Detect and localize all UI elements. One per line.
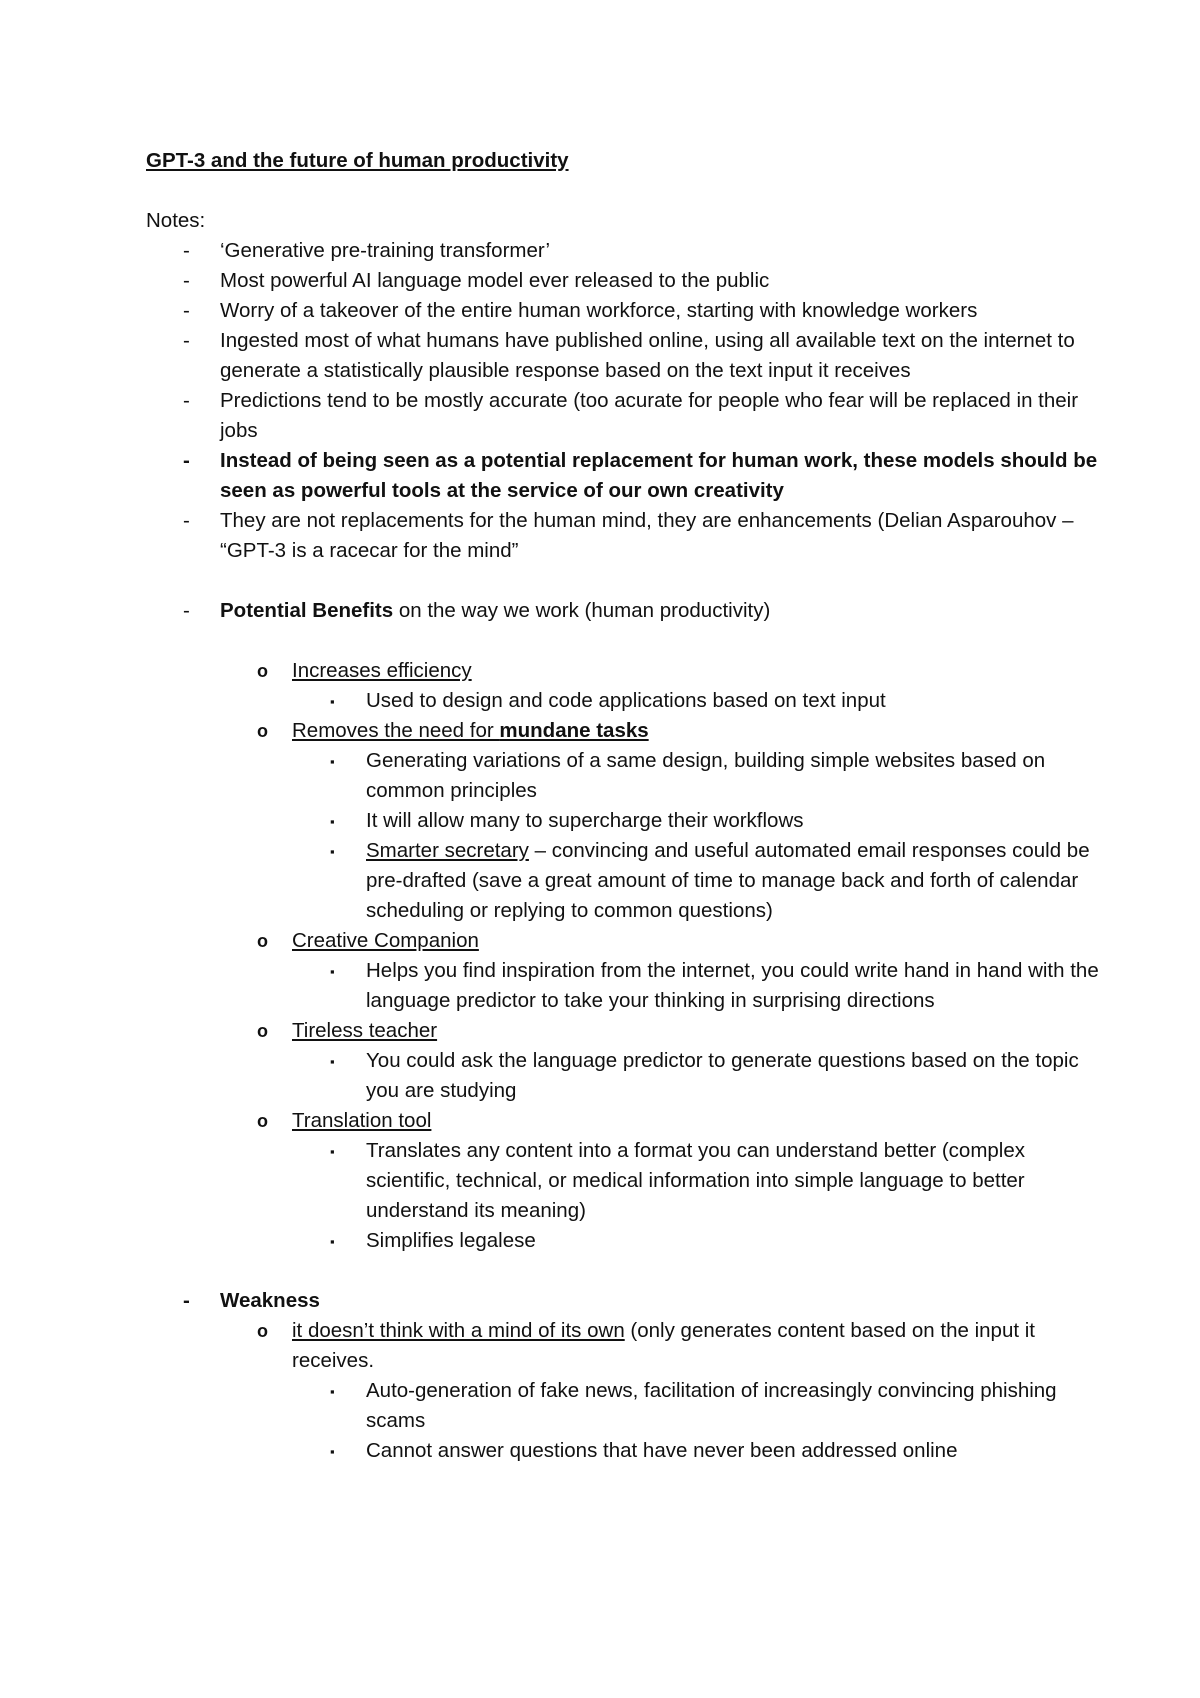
benefit-translation <box>146 1106 1106 1136</box>
sub-item-text: It will allow many to supercharge their workflows <box>366 809 804 832</box>
square-marker: ▪ <box>330 694 335 709</box>
sub-item <box>146 1226 1106 1256</box>
benefit-label: Removes the need for <box>292 719 500 742</box>
square-marker: ▪ <box>330 964 335 979</box>
dash-marker: - <box>183 329 190 352</box>
circle-marker: o <box>257 1021 268 1041</box>
note-text: Ingested most of what humans have published online, using all available text on the internet to generate a statistically plausible response based on the text input it receives <box>220 329 1075 382</box>
note-item <box>146 236 1106 266</box>
note-item <box>146 386 1106 446</box>
sub-item-text: Translates any content into a format you can understand better (complex scientific, technical, or medical information into simple language to better understand its meaning) <box>366 1139 1026 1222</box>
sub-item <box>146 686 1106 716</box>
sub-item <box>146 1376 1106 1436</box>
weakness-label: it doesn’t think with a mind of its own <box>292 1319 625 1342</box>
circle-marker: o <box>257 1111 268 1131</box>
square-marker: ▪ <box>330 814 335 829</box>
sub-item-text: Cannot answer questions that have never been addressed online <box>366 1439 958 1462</box>
document-title: GPT-3 and the future of human productivity <box>146 149 569 172</box>
spacer <box>146 1256 1106 1286</box>
document-body <box>146 146 1106 1466</box>
square-marker: ▪ <box>330 844 335 859</box>
benefits-heading <box>146 596 1106 626</box>
sub-item-text: Auto-generation of fake news, facilitation of increasingly convincing phishing scams <box>366 1379 1057 1432</box>
benefit-label: Translation tool <box>292 1109 432 1132</box>
sub-item-text: Used to design and code applications based on text input <box>366 689 886 712</box>
secretary-label: Smarter secretary <box>366 839 529 862</box>
spacer <box>146 566 1106 596</box>
sub-item <box>146 1436 1106 1466</box>
benefit-teacher <box>146 1016 1106 1046</box>
note-text: They are not replacements for the human mind, they are enhancements (Delian Asparouhov – “GPT-3 is a racecar for the mind” <box>220 509 1074 562</box>
weakness-heading <box>146 1286 1106 1316</box>
secretary-text: – convincing and useful automated email responses could be pre-drafted (save a great amount of time to manage back and forth of calendar scheduling or replying to common questions) <box>366 839 1090 922</box>
sub-item-text: Generating variations of a same design, building simple websites based on common principles <box>366 749 1046 802</box>
weakness-heading-text: Weakness <box>220 1289 320 1312</box>
circle-marker: o <box>257 721 268 741</box>
benefit-mundane <box>146 716 1106 746</box>
weakness-mind <box>146 1316 1106 1376</box>
dash-marker: - <box>183 389 190 412</box>
dash-marker: - <box>183 509 190 532</box>
square-marker: ▪ <box>330 754 335 769</box>
sub-item-text: You could ask the language predictor to generate questions based on the topic you are studying <box>366 1049 1079 1102</box>
note-item <box>146 326 1106 386</box>
dash-marker: - <box>183 239 190 262</box>
spacer <box>146 626 1106 656</box>
sub-item <box>146 1136 1106 1226</box>
weakness-text: (only generates content based on the input it receives. <box>292 1319 1035 1372</box>
benefits-heading-bold: Potential Benefits <box>220 599 394 622</box>
square-marker: ▪ <box>330 1054 335 1069</box>
notes-label: Notes: <box>146 209 206 232</box>
sub-item <box>146 806 1106 836</box>
sub-item <box>146 956 1106 1016</box>
note-item <box>146 506 1106 566</box>
note-text: Most powerful AI language model ever released to the public <box>220 269 770 292</box>
benefit-label-bold: mundane tasks <box>499 719 649 742</box>
note-item-bold <box>146 446 1106 506</box>
sub-item <box>146 836 1106 926</box>
dash-marker: - <box>183 299 190 322</box>
square-marker: ▪ <box>330 1384 335 1399</box>
benefit-label: Increases efficiency <box>292 659 472 682</box>
sub-item <box>146 746 1106 806</box>
dash-marker: - <box>183 449 190 472</box>
dash-marker: - <box>183 1289 190 1312</box>
sub-item-text: Simplifies legalese <box>366 1229 536 1252</box>
circle-marker: o <box>257 1321 268 1341</box>
dash-marker: - <box>183 599 190 622</box>
benefit-label: Creative Companion <box>292 929 479 952</box>
note-item <box>146 266 1106 296</box>
note-text: Predictions tend to be mostly accurate (too acurate for people who fear will be replaced in their jobs <box>220 389 1079 442</box>
circle-marker: o <box>257 661 268 681</box>
dash-marker: - <box>183 269 190 292</box>
benefit-efficiency <box>146 656 1106 686</box>
sub-item <box>146 1046 1106 1106</box>
square-marker: ▪ <box>330 1144 335 1159</box>
sub-item-text: Helps you find inspiration from the internet, you could write hand in hand with the language predictor to take your thinking in surprising directions <box>366 959 1099 1012</box>
benefits-heading-text: on the way we work (human productivity) <box>393 599 771 622</box>
benefit-label: Tireless teacher <box>292 1019 438 1042</box>
benefit-companion <box>146 926 1106 956</box>
note-text: Worry of a takeover of the entire human workforce, starting with knowledge workers <box>220 299 978 322</box>
note-text: ‘Generative pre-training transformer’ <box>220 239 551 262</box>
circle-marker: o <box>257 931 268 951</box>
square-marker: ▪ <box>330 1234 335 1249</box>
note-text: Instead of being seen as a potential replacement for human work, these models should be seen as powerful tools at the service of our own creativity <box>220 449 1098 502</box>
spacer <box>146 176 1106 206</box>
square-marker: ▪ <box>330 1444 335 1459</box>
note-item <box>146 296 1106 326</box>
